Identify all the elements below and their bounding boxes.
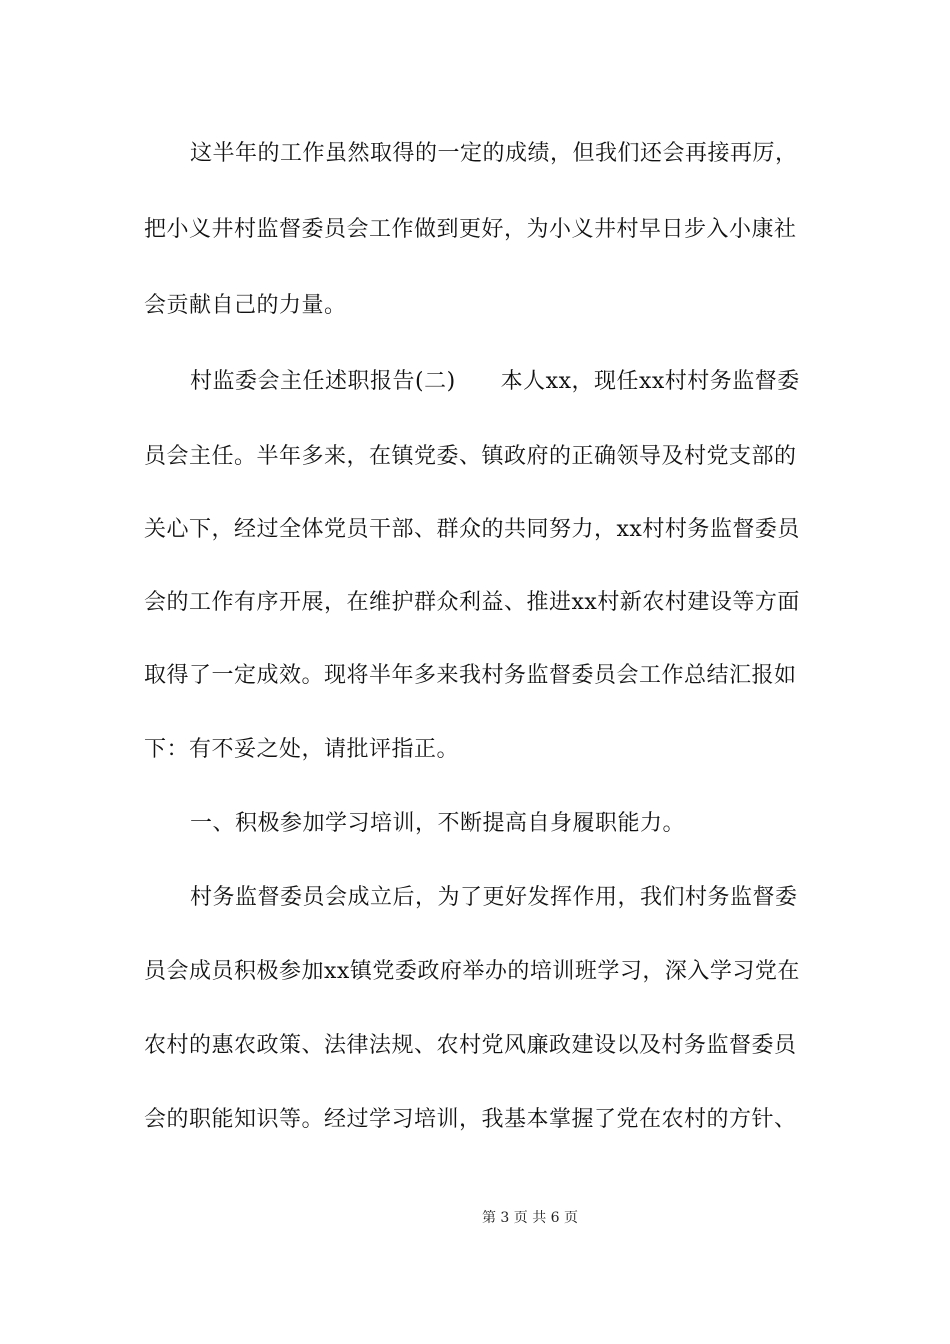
body-text-line: 村务监督委员会成立后，为了更好发挥作用，我们村务监督委	[190, 885, 798, 910]
body-text-line: 会的职能知识等。经过学习培训，我基本掌握了党在农村的方针、	[144, 1107, 797, 1132]
body-text-line: 关心下，经过全体党员干部、群众的共同努力，xx村村务监督委员	[144, 517, 800, 542]
body-text-line: 下：有不妥之处，请批评指正。	[144, 737, 460, 762]
body-text-line: 员会成员积极参加xx镇党委政府举办的培训班学习，深入学习党在	[144, 959, 800, 984]
body-text-line: 这半年的工作虽然取得的一定的成绩，但我们还会再接再厉，	[190, 141, 798, 166]
section-heading: 一、积极参加学习培训，不断提高自身履职能力。	[190, 811, 686, 836]
body-text-line: 会贡献自己的力量。	[144, 293, 347, 318]
page-number-footer: 第 3 页 共 6 页	[481, 1210, 579, 1226]
body-text-line: 会的工作有序开展，在维护群众利益、推进xx村新农村建设等方面	[144, 590, 800, 615]
body-text-line: 把小义井村监督委员会工作做到更好，为小义井村早日步入小康社	[144, 217, 797, 242]
body-text-line: 取得了一定成效。现将半年多来我村务监督委员会工作总结汇报如	[144, 663, 797, 688]
body-text-line: 员会主任。半年多来，在镇党委、镇政府的正确领导及村党支部的	[144, 444, 797, 469]
body-text-line: 村监委会主任述职报告(二) 本人xx，现任xx村村务监督委	[190, 369, 800, 394]
body-text-line: 农村的惠农政策、法律法规、农村党风廉政建设以及村务监督委员	[144, 1033, 797, 1058]
